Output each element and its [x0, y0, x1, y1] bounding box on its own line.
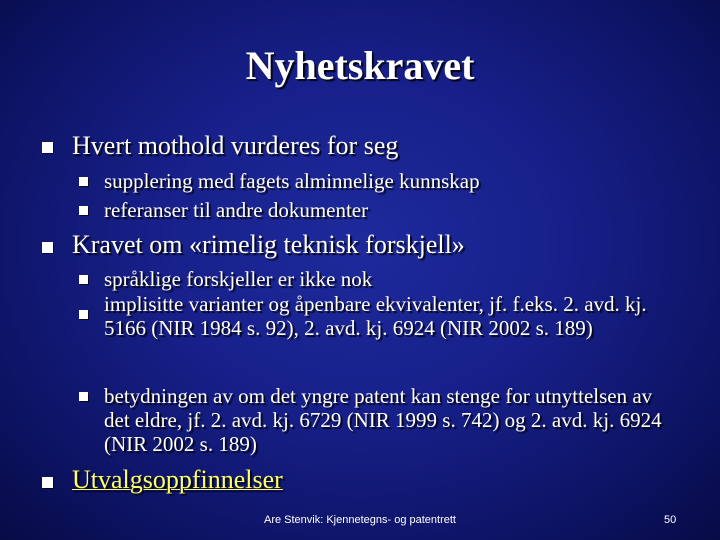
- bullet-marker: [42, 477, 53, 488]
- bullet-level2: språklige forskjeller er ikke nok: [104, 267, 373, 291]
- bullet-level1: Hvert mothold vurderes for seg: [72, 131, 399, 160]
- slide-title: Nyhetskravet: [245, 43, 475, 88]
- bullet-marker: [79, 275, 88, 284]
- utvalgsoppfinnelser-link[interactable]: Utvalgsoppfinnelser: [72, 465, 283, 494]
- bullet-level2: betydningen av om det yngre patent kan stenge for utnyttelsen av det eldre, jf. 2. avd. kj. 6729 (NIR 1999 s. 742) og 2. avd. kj. 6924 (NIR 2002 s. 189): [104, 384, 662, 456]
- bullet-level2: implisitte varianter og åpenbare ekvivalenter, jf. f.eks. 2. avd. kj. 5166 (NIR 1984 s. 92), 2. avd. kj. 6924 (NIR 2002 s. 189): [104, 292, 647, 340]
- bullet-marker: [79, 392, 88, 401]
- bullet-marker: [79, 310, 88, 319]
- bullet-marker: [79, 206, 88, 215]
- bullet-marker: [42, 242, 53, 253]
- slide-footer: Are Stenvik: Kjennetegns- og patentrett: [263, 514, 456, 526]
- bullet-level1: Kravet om «rimelig teknisk forskjell»: [72, 230, 465, 259]
- page-number: 50: [664, 514, 677, 526]
- bullet-level2: referanser til andre dokumenter: [104, 198, 369, 222]
- bullet-marker: [79, 177, 88, 186]
- bullet-marker: [42, 142, 53, 153]
- bullet-level2: supplering med fagets alminnelige kunnskap: [104, 169, 480, 193]
